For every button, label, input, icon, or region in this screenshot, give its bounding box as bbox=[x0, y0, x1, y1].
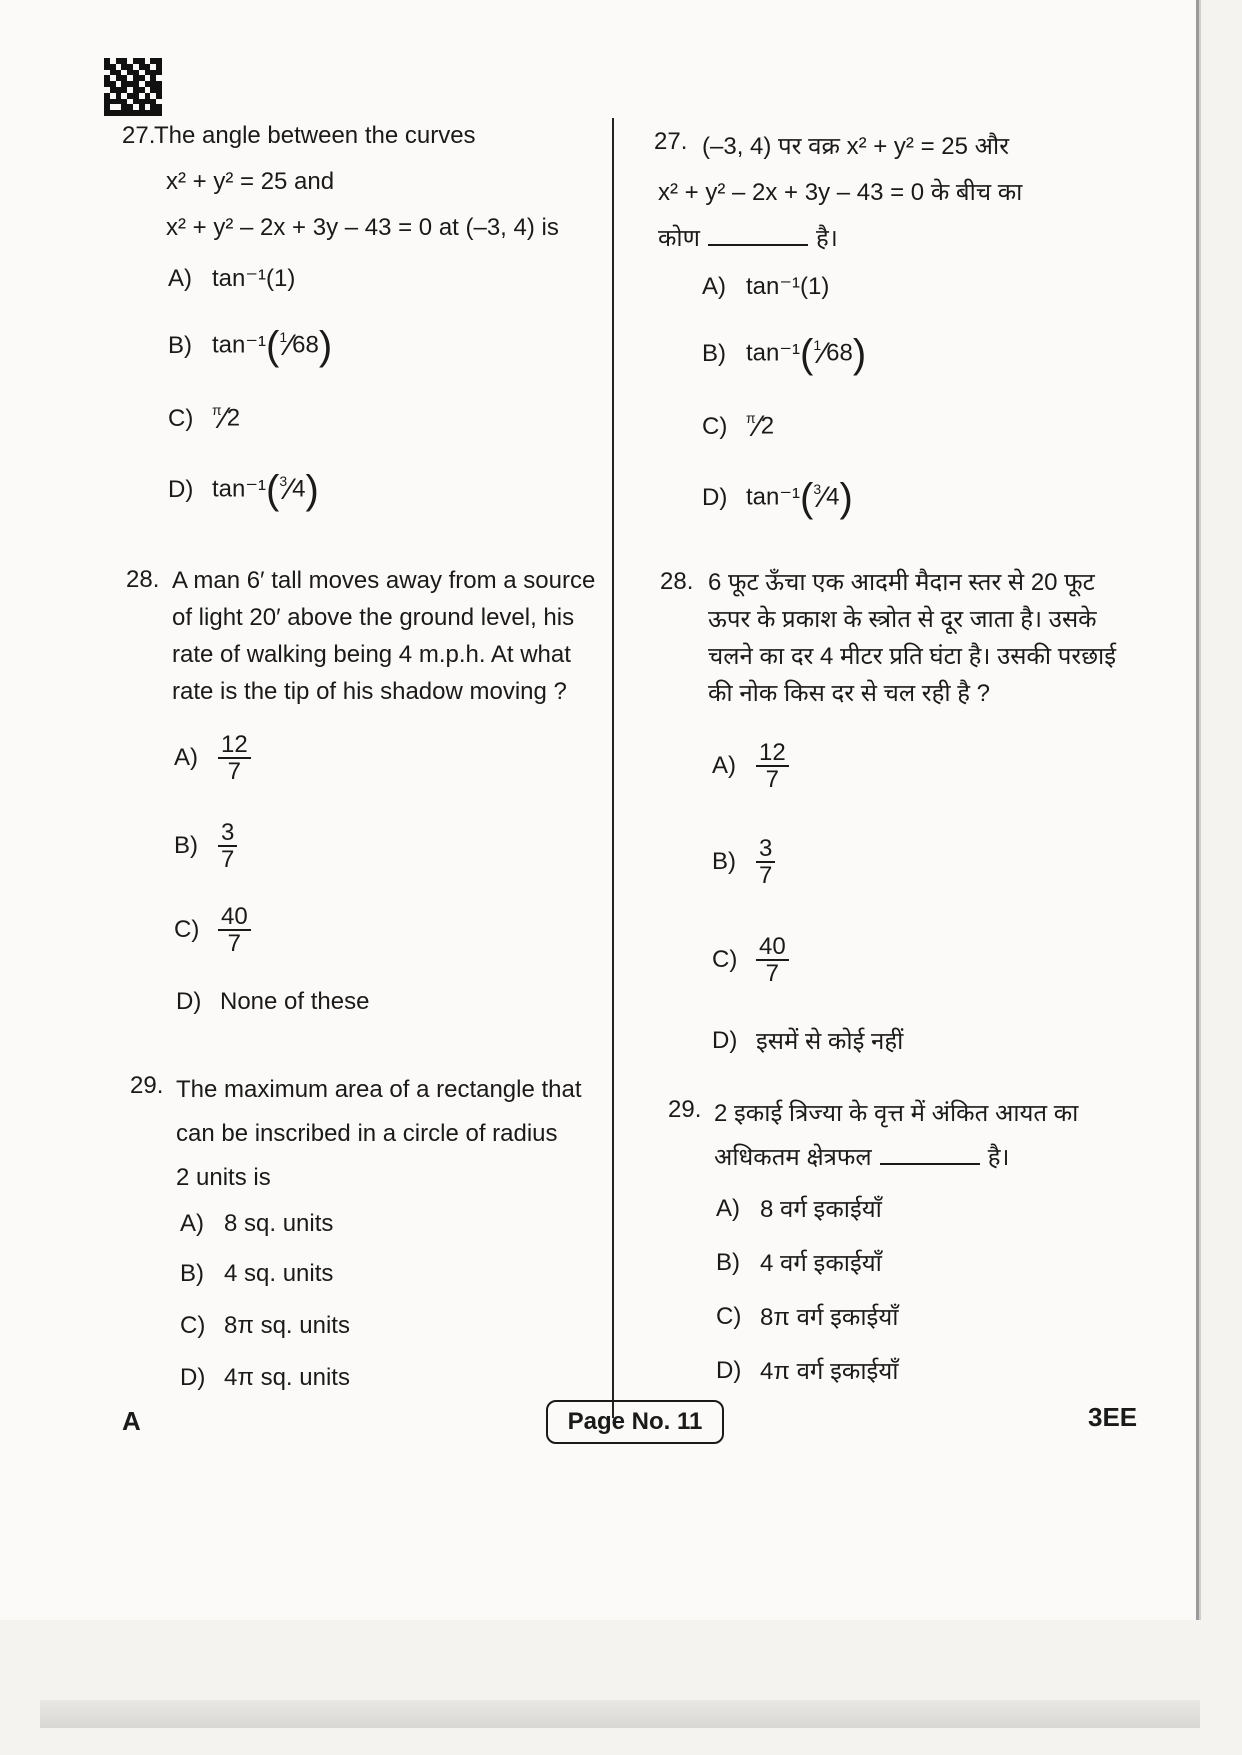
option-c[interactable]: C) $^\pi$⁄2 bbox=[168, 402, 241, 435]
question-number: 29. bbox=[130, 1072, 164, 1099]
option-label: A) bbox=[174, 744, 198, 772]
option-a[interactable] bbox=[174, 732, 251, 784]
option-b[interactable]: B) tan⁻¹($^1$⁄68) bbox=[168, 324, 333, 368]
option-label: B) bbox=[712, 848, 736, 876]
option-label: B) bbox=[174, 832, 198, 860]
question-text: (–3, 4) पर वक्र x² + y² = 25 और bbox=[702, 133, 1010, 160]
option-label: C) bbox=[168, 405, 194, 432]
option-label: D) bbox=[168, 476, 194, 503]
function-name: tan⁻¹ bbox=[212, 475, 267, 503]
fraction: $\frac{40}{7}$ bbox=[218, 904, 251, 956]
option-label: A) bbox=[180, 1210, 204, 1237]
question-text: The maximum area of a rectangle that bbox=[176, 1076, 582, 1103]
option-d[interactable]: D) tan⁻¹($^3$⁄4) bbox=[168, 468, 319, 512]
option-label: B) bbox=[716, 1248, 740, 1276]
option-label: B) bbox=[168, 332, 192, 359]
option-b[interactable]: B) tan⁻¹($^1$⁄68) bbox=[702, 332, 867, 376]
numerator: π bbox=[212, 402, 222, 419]
numerator: 1 bbox=[813, 337, 822, 354]
numerator: 3 bbox=[279, 473, 288, 490]
option-text: 4 वर्ग इकाईयाँ bbox=[760, 1250, 882, 1277]
option-label: A) bbox=[168, 264, 192, 292]
question-text: of light 20′ above the ground level, his bbox=[172, 604, 575, 631]
numerator: 3 bbox=[813, 481, 822, 498]
option-a[interactable] bbox=[168, 264, 295, 293]
question-text: ऊपर के प्रकाश के स्त्रोत से दूर जाता है। उसके bbox=[708, 606, 1097, 633]
question-text: x² + y² – 2x + 3y – 43 = 0 at (–3, 4) is bbox=[166, 214, 559, 241]
denominator: 2 bbox=[226, 404, 241, 432]
question-text: 2 इकाई त्रिज्या के वृत्त में अंकित आयत का bbox=[714, 1100, 1079, 1127]
option-text: 8π वर्ग इकाईयाँ bbox=[760, 1304, 899, 1331]
option-c[interactable]: C) $^\pi$⁄2 bbox=[702, 410, 775, 443]
fraction: $\frac{3}{7}$ bbox=[756, 836, 775, 888]
option-label: A) bbox=[702, 272, 726, 300]
option-text: None of these bbox=[220, 988, 370, 1015]
option-label: B) bbox=[702, 340, 726, 367]
option-a[interactable] bbox=[712, 740, 789, 792]
option-label: C) bbox=[716, 1302, 742, 1330]
question-text: The angle between the curves bbox=[154, 122, 476, 149]
option-c[interactable] bbox=[712, 934, 789, 986]
option-d[interactable] bbox=[712, 1024, 903, 1057]
option-a[interactable] bbox=[180, 1210, 333, 1238]
option-d[interactable]: D) tan⁻¹($^3$⁄4) bbox=[702, 476, 853, 520]
question-number: 29. bbox=[668, 1096, 702, 1123]
question-text: 2 units is bbox=[176, 1164, 271, 1191]
option-text: 4π वर्ग इकाईयाँ bbox=[760, 1358, 899, 1385]
option-b[interactable] bbox=[174, 820, 237, 872]
question-text: कोण bbox=[658, 225, 700, 252]
question-number: 27. bbox=[122, 122, 156, 149]
question-text: x² + y² – 2x + 3y – 43 = 0 के बीच का bbox=[658, 179, 1023, 206]
numerator: π bbox=[746, 410, 756, 427]
booklet-series: A bbox=[122, 1406, 141, 1436]
denominator: 4 bbox=[292, 475, 306, 503]
question-text: rate of walking being 4 m.p.h. At what bbox=[172, 641, 571, 668]
denominator: 2 bbox=[760, 412, 775, 440]
question-text: A man 6′ tall moves away from a source bbox=[172, 567, 596, 594]
question-text: चलने का दर 4 मीटर प्रति घंटा है। उसकी परछाई bbox=[708, 643, 1117, 670]
denominator: 68 bbox=[826, 339, 853, 367]
option-label: D) bbox=[716, 1356, 742, 1384]
column-divider bbox=[612, 118, 614, 1418]
question-number: 27. bbox=[654, 128, 688, 155]
question-text: can be inscribed in a circle of radius bbox=[176, 1120, 558, 1147]
option-text: 8 sq. units bbox=[224, 1210, 334, 1237]
option-label: D) bbox=[180, 1364, 206, 1391]
option-text: 4 sq. units bbox=[224, 1260, 334, 1287]
answer-blank bbox=[880, 1145, 980, 1165]
option-label: A) bbox=[716, 1194, 740, 1222]
question-text: x² + y² = 25 and bbox=[166, 168, 335, 195]
option-b[interactable] bbox=[180, 1260, 333, 1288]
answer-blank bbox=[708, 226, 808, 246]
fraction: $\frac{3}{7}$ bbox=[218, 820, 237, 872]
option-text: tan⁻¹(1) bbox=[746, 273, 830, 300]
numerator: 1 bbox=[279, 329, 288, 346]
option-text: 4π sq. units bbox=[224, 1364, 350, 1391]
question-text: rate is the tip of his shadow moving ? bbox=[172, 678, 567, 705]
datamatrix-code bbox=[104, 58, 162, 116]
denominator: 4 bbox=[826, 483, 840, 511]
question-text: अधिकतम क्षेत्रफल bbox=[714, 1144, 872, 1171]
fraction: $\frac{40}{7}$ bbox=[756, 934, 789, 986]
option-label: C) bbox=[702, 413, 728, 440]
option-text: 8π sq. units bbox=[224, 1312, 350, 1339]
option-text: इसमें से कोई नहीं bbox=[756, 1028, 904, 1055]
function-name: tan⁻¹ bbox=[746, 483, 801, 511]
scan-edge bbox=[40, 1700, 1200, 1728]
fraction: $\frac{12}{7}$ bbox=[218, 732, 251, 784]
option-d[interactable] bbox=[716, 1354, 898, 1387]
option-text: 8 वर्ग इकाईयाँ bbox=[760, 1196, 882, 1223]
fraction: $\frac{12}{7}$ bbox=[756, 740, 789, 792]
option-label: D) bbox=[176, 988, 202, 1015]
option-label: C) bbox=[180, 1312, 206, 1339]
option-label: A) bbox=[712, 752, 736, 780]
question-text: 6 फूट ऊँचा एक आदमी मैदान स्तर से 20 फूट bbox=[708, 569, 1095, 596]
option-d[interactable] bbox=[180, 1364, 350, 1392]
option-c[interactable] bbox=[174, 904, 251, 956]
paper-code: 3EE bbox=[1088, 1402, 1138, 1432]
option-d[interactable] bbox=[176, 988, 369, 1016]
option-label: D) bbox=[712, 1026, 738, 1054]
option-c[interactable] bbox=[180, 1312, 350, 1340]
option-text: tan⁻¹(1) bbox=[212, 265, 296, 292]
option-a[interactable] bbox=[702, 272, 829, 301]
option-label: C) bbox=[712, 946, 738, 974]
function-name: tan⁻¹ bbox=[212, 331, 267, 359]
question-text: है। bbox=[987, 1144, 1010, 1171]
question-number: 28. bbox=[126, 566, 160, 593]
option-label: D) bbox=[702, 484, 728, 511]
question-number: 28. bbox=[660, 568, 694, 595]
question-text: की नोक किस दर से चल रही है ? bbox=[708, 680, 990, 707]
question-text-with-blank bbox=[714, 1136, 1174, 1180]
option-c[interactable] bbox=[716, 1300, 898, 1333]
page-number: Page No. 11 bbox=[546, 1400, 724, 1444]
option-b[interactable] bbox=[716, 1246, 882, 1279]
option-label: C) bbox=[174, 916, 200, 944]
question-text-with-blank bbox=[658, 216, 1162, 262]
question-text: है। bbox=[816, 225, 838, 252]
option-label: B) bbox=[180, 1260, 204, 1287]
function-name: tan⁻¹ bbox=[746, 339, 801, 367]
denominator: 68 bbox=[292, 331, 319, 359]
option-a[interactable] bbox=[716, 1192, 882, 1225]
option-b[interactable] bbox=[712, 836, 775, 888]
